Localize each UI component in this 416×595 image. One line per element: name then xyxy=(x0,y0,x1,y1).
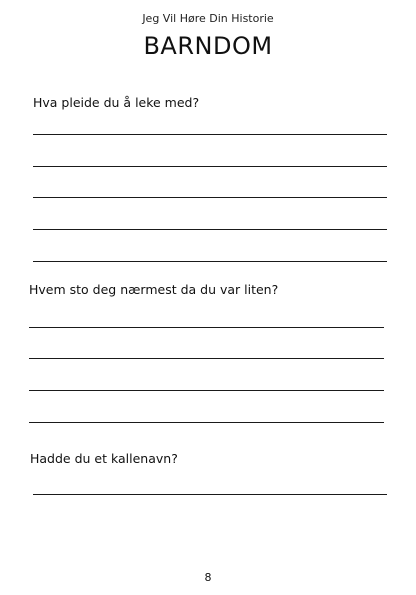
answer-line xyxy=(29,422,384,423)
book-subtitle: Jeg Vil Høre Din Historie xyxy=(142,12,274,25)
answer-line xyxy=(33,134,387,135)
answer-line xyxy=(29,327,384,328)
answer-line xyxy=(33,494,387,495)
answer-line xyxy=(33,197,387,198)
answer-line xyxy=(33,166,387,167)
answer-line xyxy=(29,358,384,359)
question-3: Hadde du et kallenavn? xyxy=(30,451,178,466)
answer-line xyxy=(29,390,384,391)
question-2: Hvem sto deg nærmest da du var liten? xyxy=(29,282,279,297)
question-1: Hva pleide du å leke med? xyxy=(33,95,200,110)
answer-line xyxy=(33,229,387,230)
page-title: BARNDOM xyxy=(143,32,273,60)
page-number: 8 xyxy=(204,571,212,584)
answer-line xyxy=(33,261,387,262)
